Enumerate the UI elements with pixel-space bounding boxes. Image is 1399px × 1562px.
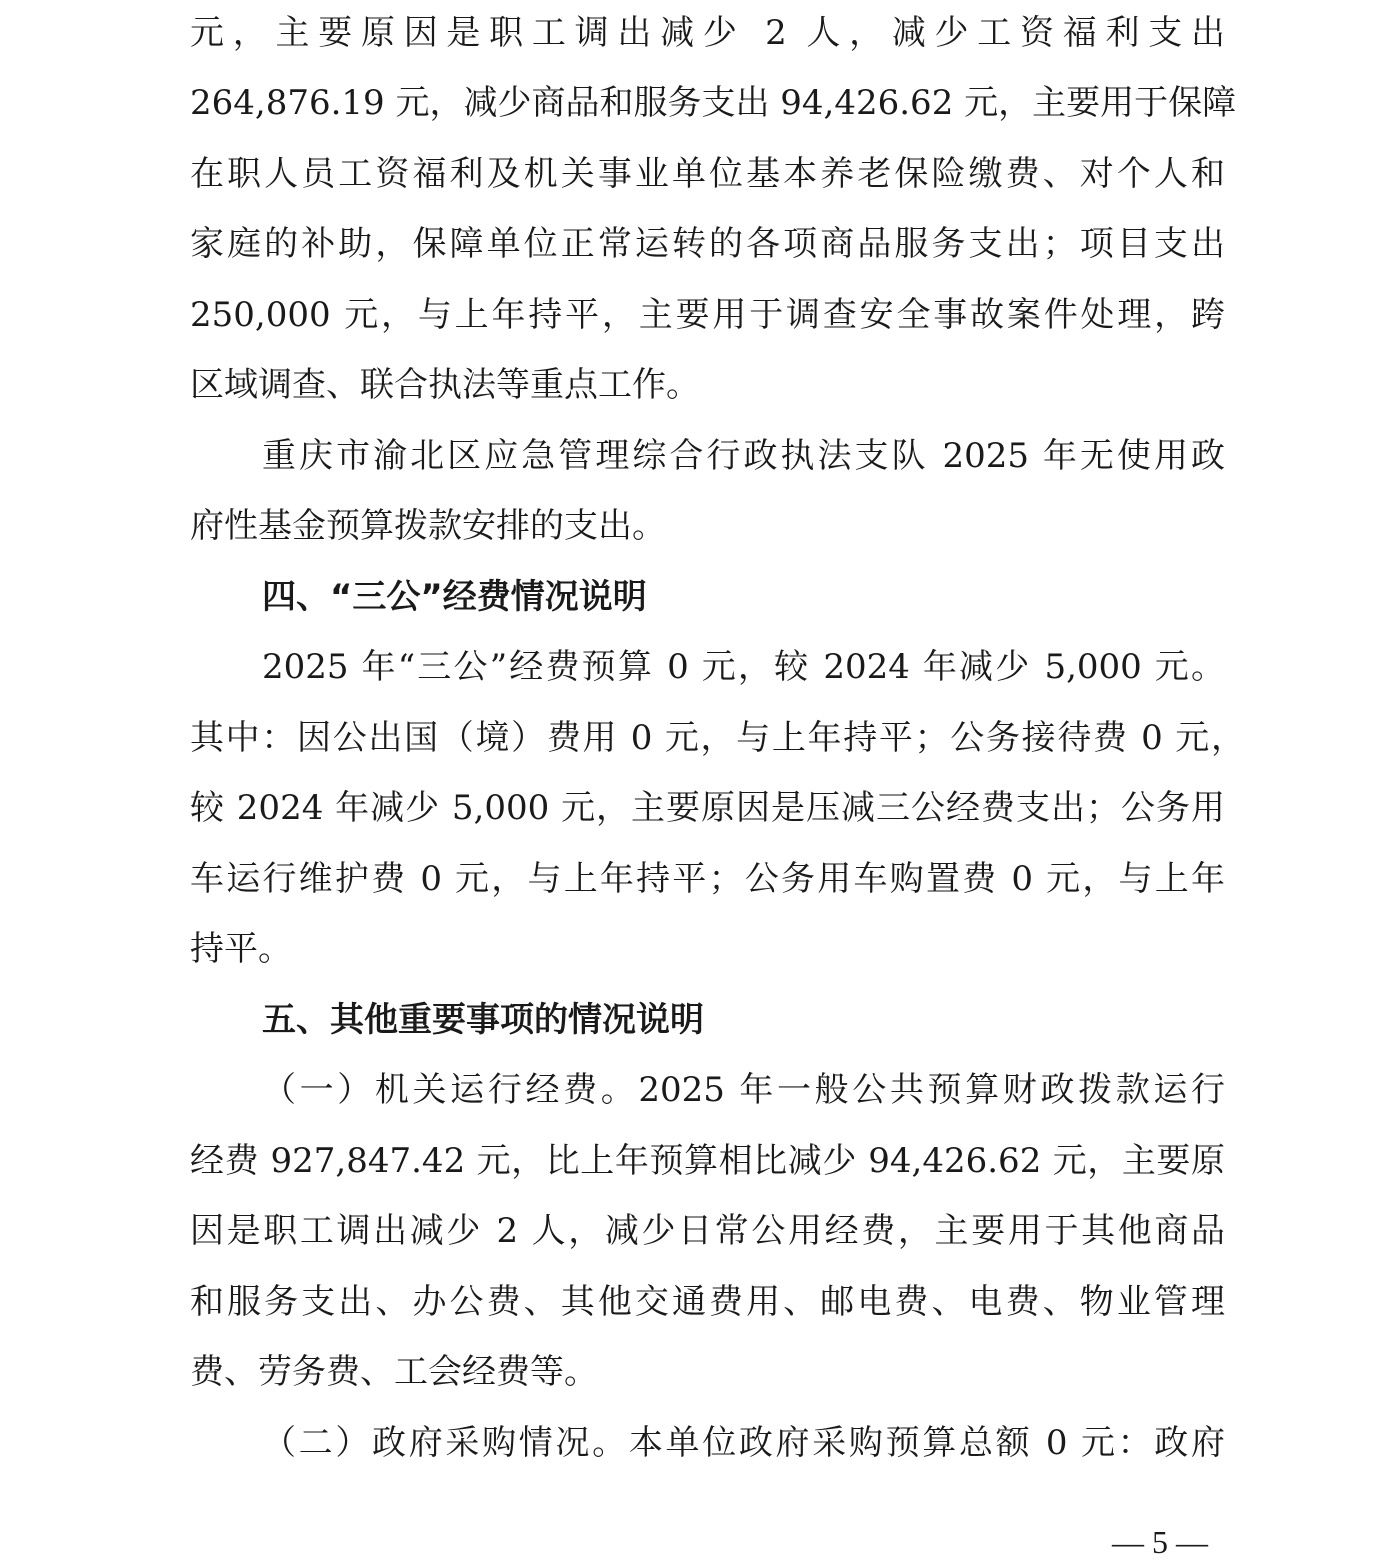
section-heading-four: 四、“三公”经费情况说明 xyxy=(262,577,647,617)
body-text-line: 250,000 元，与上年持平，主要用于调查安全事故案件处理，跨 xyxy=(190,295,1225,335)
body-text-line: 其中：因公出国（境）费用 0 元，与上年持平；公务接待费 0 元， xyxy=(190,718,1245,758)
paragraph-first-line: （二）政府采购情况。本单位政府采购预算总额 0 元：政府 xyxy=(262,1423,1225,1463)
section-heading-five: 五、其他重要事项的情况说明 xyxy=(262,1000,704,1040)
paragraph-first-line: 重庆市渝北区应急管理综合行政执法支队 2025 年无使用政 xyxy=(262,436,1225,476)
body-text-line: 府性基金预算拨款安排的支出。 xyxy=(190,506,666,546)
body-text-line: 元，主要原因是职工调出减少 2 人，减少工资福利支出 xyxy=(190,13,1225,53)
body-text-line: 家庭的补助，保障单位正常运转的各项商品服务支出；项目支出 xyxy=(190,224,1225,264)
body-text-line: 车运行维护费 0 元，与上年持平；公务用车购置费 0 元，与上年 xyxy=(190,859,1225,899)
body-text-line: 较 2024 年减少 5,000 元，主要原因是压减三公经费支出；公务用 xyxy=(190,788,1225,828)
body-text-line: 经费 927,847.42 元，比上年预算相比减少 94,426.62 元，主要原 xyxy=(190,1141,1225,1181)
body-text-line: 264,876.19 元，减少商品和服务支出 94,426.62 元，主要用于保障 xyxy=(190,83,1237,123)
paragraph-first-line: （一）机关运行经费。2025 年一般公共预算财政拨款运行 xyxy=(262,1070,1225,1110)
body-text-line: 区域调查、联合执法等重点工作。 xyxy=(190,365,700,405)
paragraph-first-line: 2025 年“三公”经费预算 0 元，较 2024 年减少 5,000 元。 xyxy=(262,647,1225,687)
page-number: — 5 — xyxy=(1112,1524,1208,1560)
body-text-line: 费、劳务费、工会经费等。 xyxy=(190,1352,598,1392)
body-text-line: 因是职工调出减少 2 人，减少日常公用经费，主要用于其他商品 xyxy=(190,1211,1225,1251)
body-text-line: 和服务支出、办公费、其他交通费用、邮电费、电费、物业管理 xyxy=(190,1282,1225,1322)
body-text-line: 在职人员工资福利及机关事业单位基本养老保险缴费、对个人和 xyxy=(190,154,1225,194)
body-text-line: 持平。 xyxy=(190,929,292,969)
